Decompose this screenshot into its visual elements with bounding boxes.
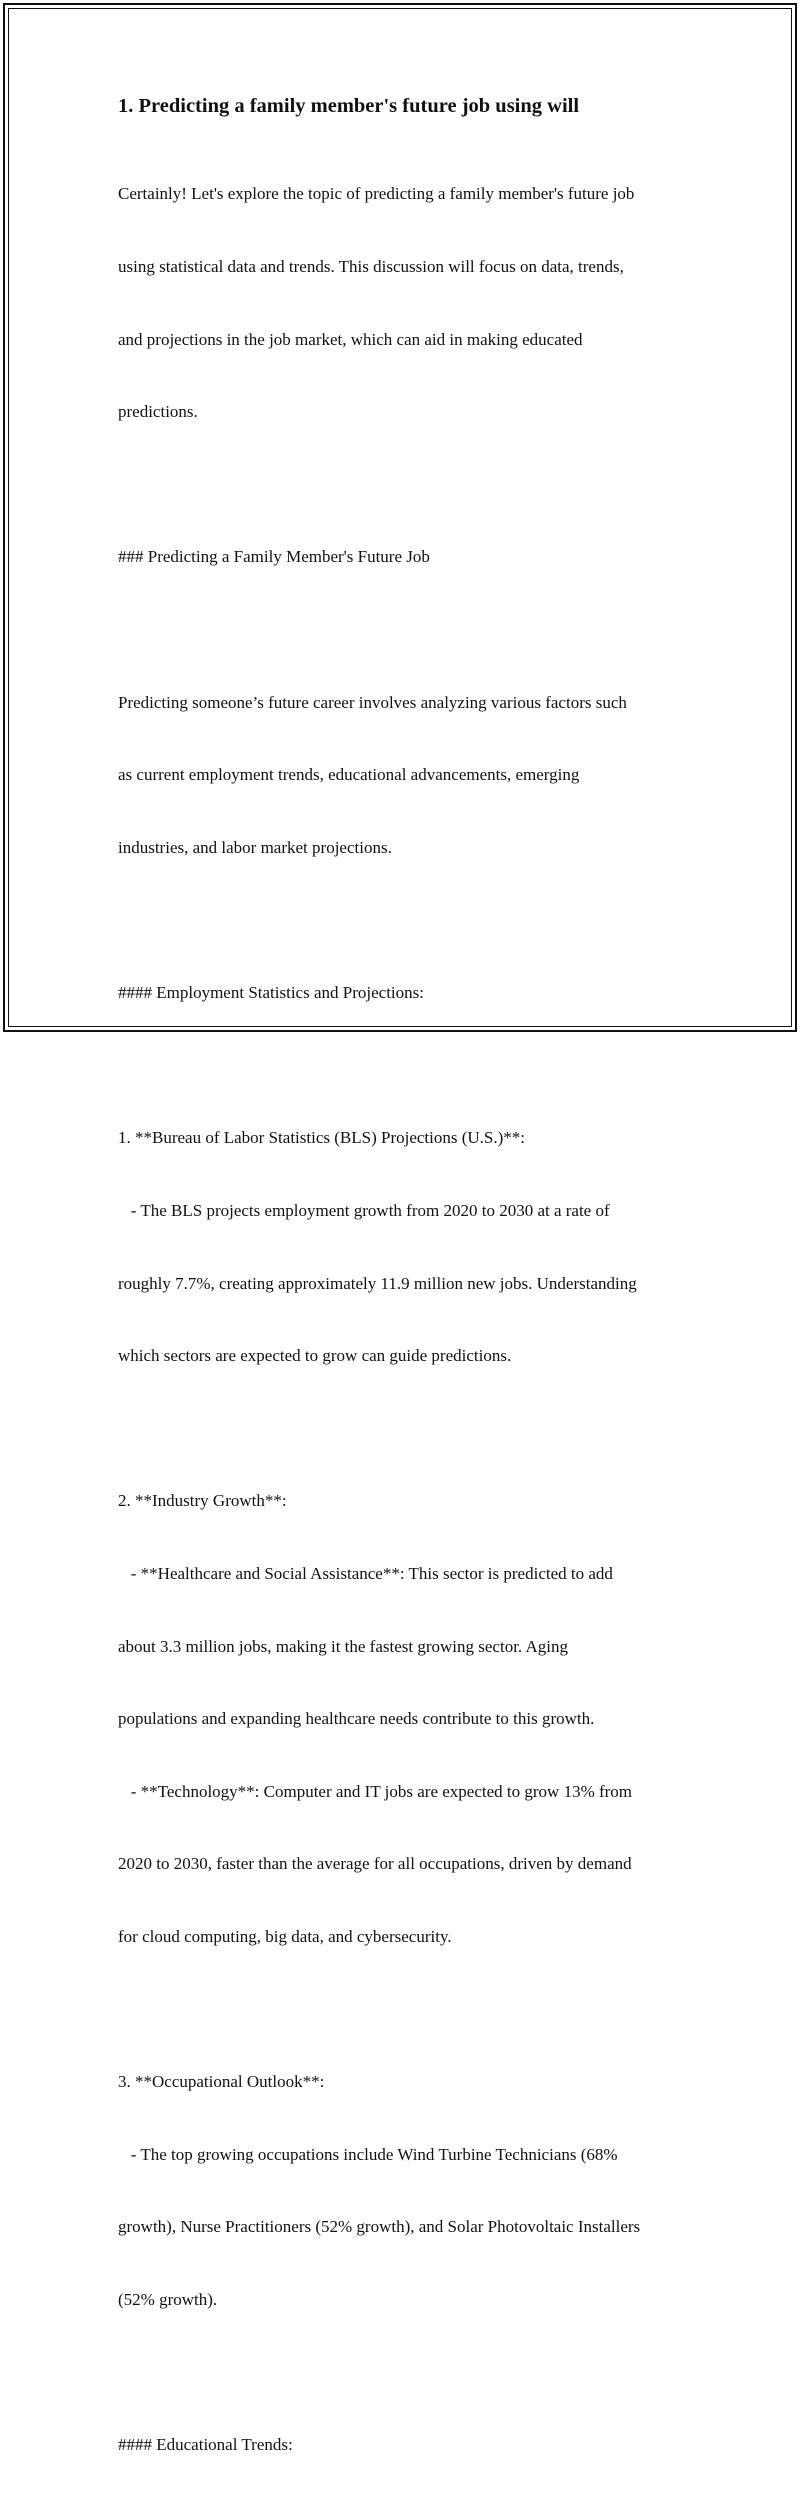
body-line: #### Employment Statistics and Projections: xyxy=(118,983,424,1003)
document-title: 1. Predicting a family member's future job using will xyxy=(118,95,580,117)
body-line: industries, and labor market projections. xyxy=(118,837,392,857)
body-line: about 3.3 million jobs, making it the fastest growing sector. Aging xyxy=(118,1636,568,1656)
body-line: growth), Nurse Practitioners (52% growth), and Solar Photovoltaic Installers xyxy=(118,2217,641,2237)
body-line: Certainly! Let's explore the topic of predicting a family member's future job xyxy=(118,184,635,204)
body-line: populations and expanding healthcare needs contribute to this growth. xyxy=(118,1709,595,1729)
body-line: - **Technology**: Computer and IT jobs are expected to grow 13% from xyxy=(118,1781,633,1801)
body-line: and projections in the job market, which can aid in making educated xyxy=(118,329,583,349)
body-line: which sectors are expected to grow can guide predictions. xyxy=(118,1346,512,1366)
body-line: predictions. xyxy=(118,402,198,422)
body-line: ### Predicting a Family Member's Future Job xyxy=(118,547,430,567)
blank-line xyxy=(118,1054,693,1078)
body-line: 3. **Occupational Outlook**: xyxy=(118,2072,325,2092)
body-line: 2020 to 2030, faster than the average for all occupations, driven by demand xyxy=(118,1854,632,1874)
body-line: using statistical data and trends. This discussion will focus on data, trends, xyxy=(118,257,624,277)
blank-line xyxy=(118,618,693,642)
blank-line xyxy=(118,473,693,497)
body-line: - The top growing occupations include Wind Turbine Technicians (68% xyxy=(118,2144,618,2164)
body-line: (52% growth). xyxy=(118,2290,218,2310)
body-line: roughly 7.7%, creating approximately 11.9 million new jobs. Understanding xyxy=(118,1273,637,1293)
body-line: - The BLS projects employment growth from 2020 to 2030 at a rate of xyxy=(118,1200,610,1220)
document-body xyxy=(118,134,693,2506)
body-line: - **Healthcare and Social Assistance**: This sector is predicted to add xyxy=(118,1563,613,1583)
body-line: for cloud computing, big data, and cybersecurity. xyxy=(118,1927,452,1947)
document-content xyxy=(118,92,693,2506)
blank-line xyxy=(118,909,693,933)
body-line: #### Educational Trends: xyxy=(118,2435,293,2455)
body-line: Predicting someone’s future career involves analyzing various factors such xyxy=(118,692,627,712)
blank-line xyxy=(118,2361,693,2385)
body-line: 1. **Bureau of Labor Statistics (BLS) Projections (U.S.)**: xyxy=(118,1128,526,1148)
blank-line xyxy=(118,1417,693,1441)
blank-line xyxy=(118,1998,693,2022)
body-line: as current employment trends, educational advancements, emerging xyxy=(118,765,580,785)
body-line: 2. **Industry Growth**: xyxy=(118,1491,287,1511)
